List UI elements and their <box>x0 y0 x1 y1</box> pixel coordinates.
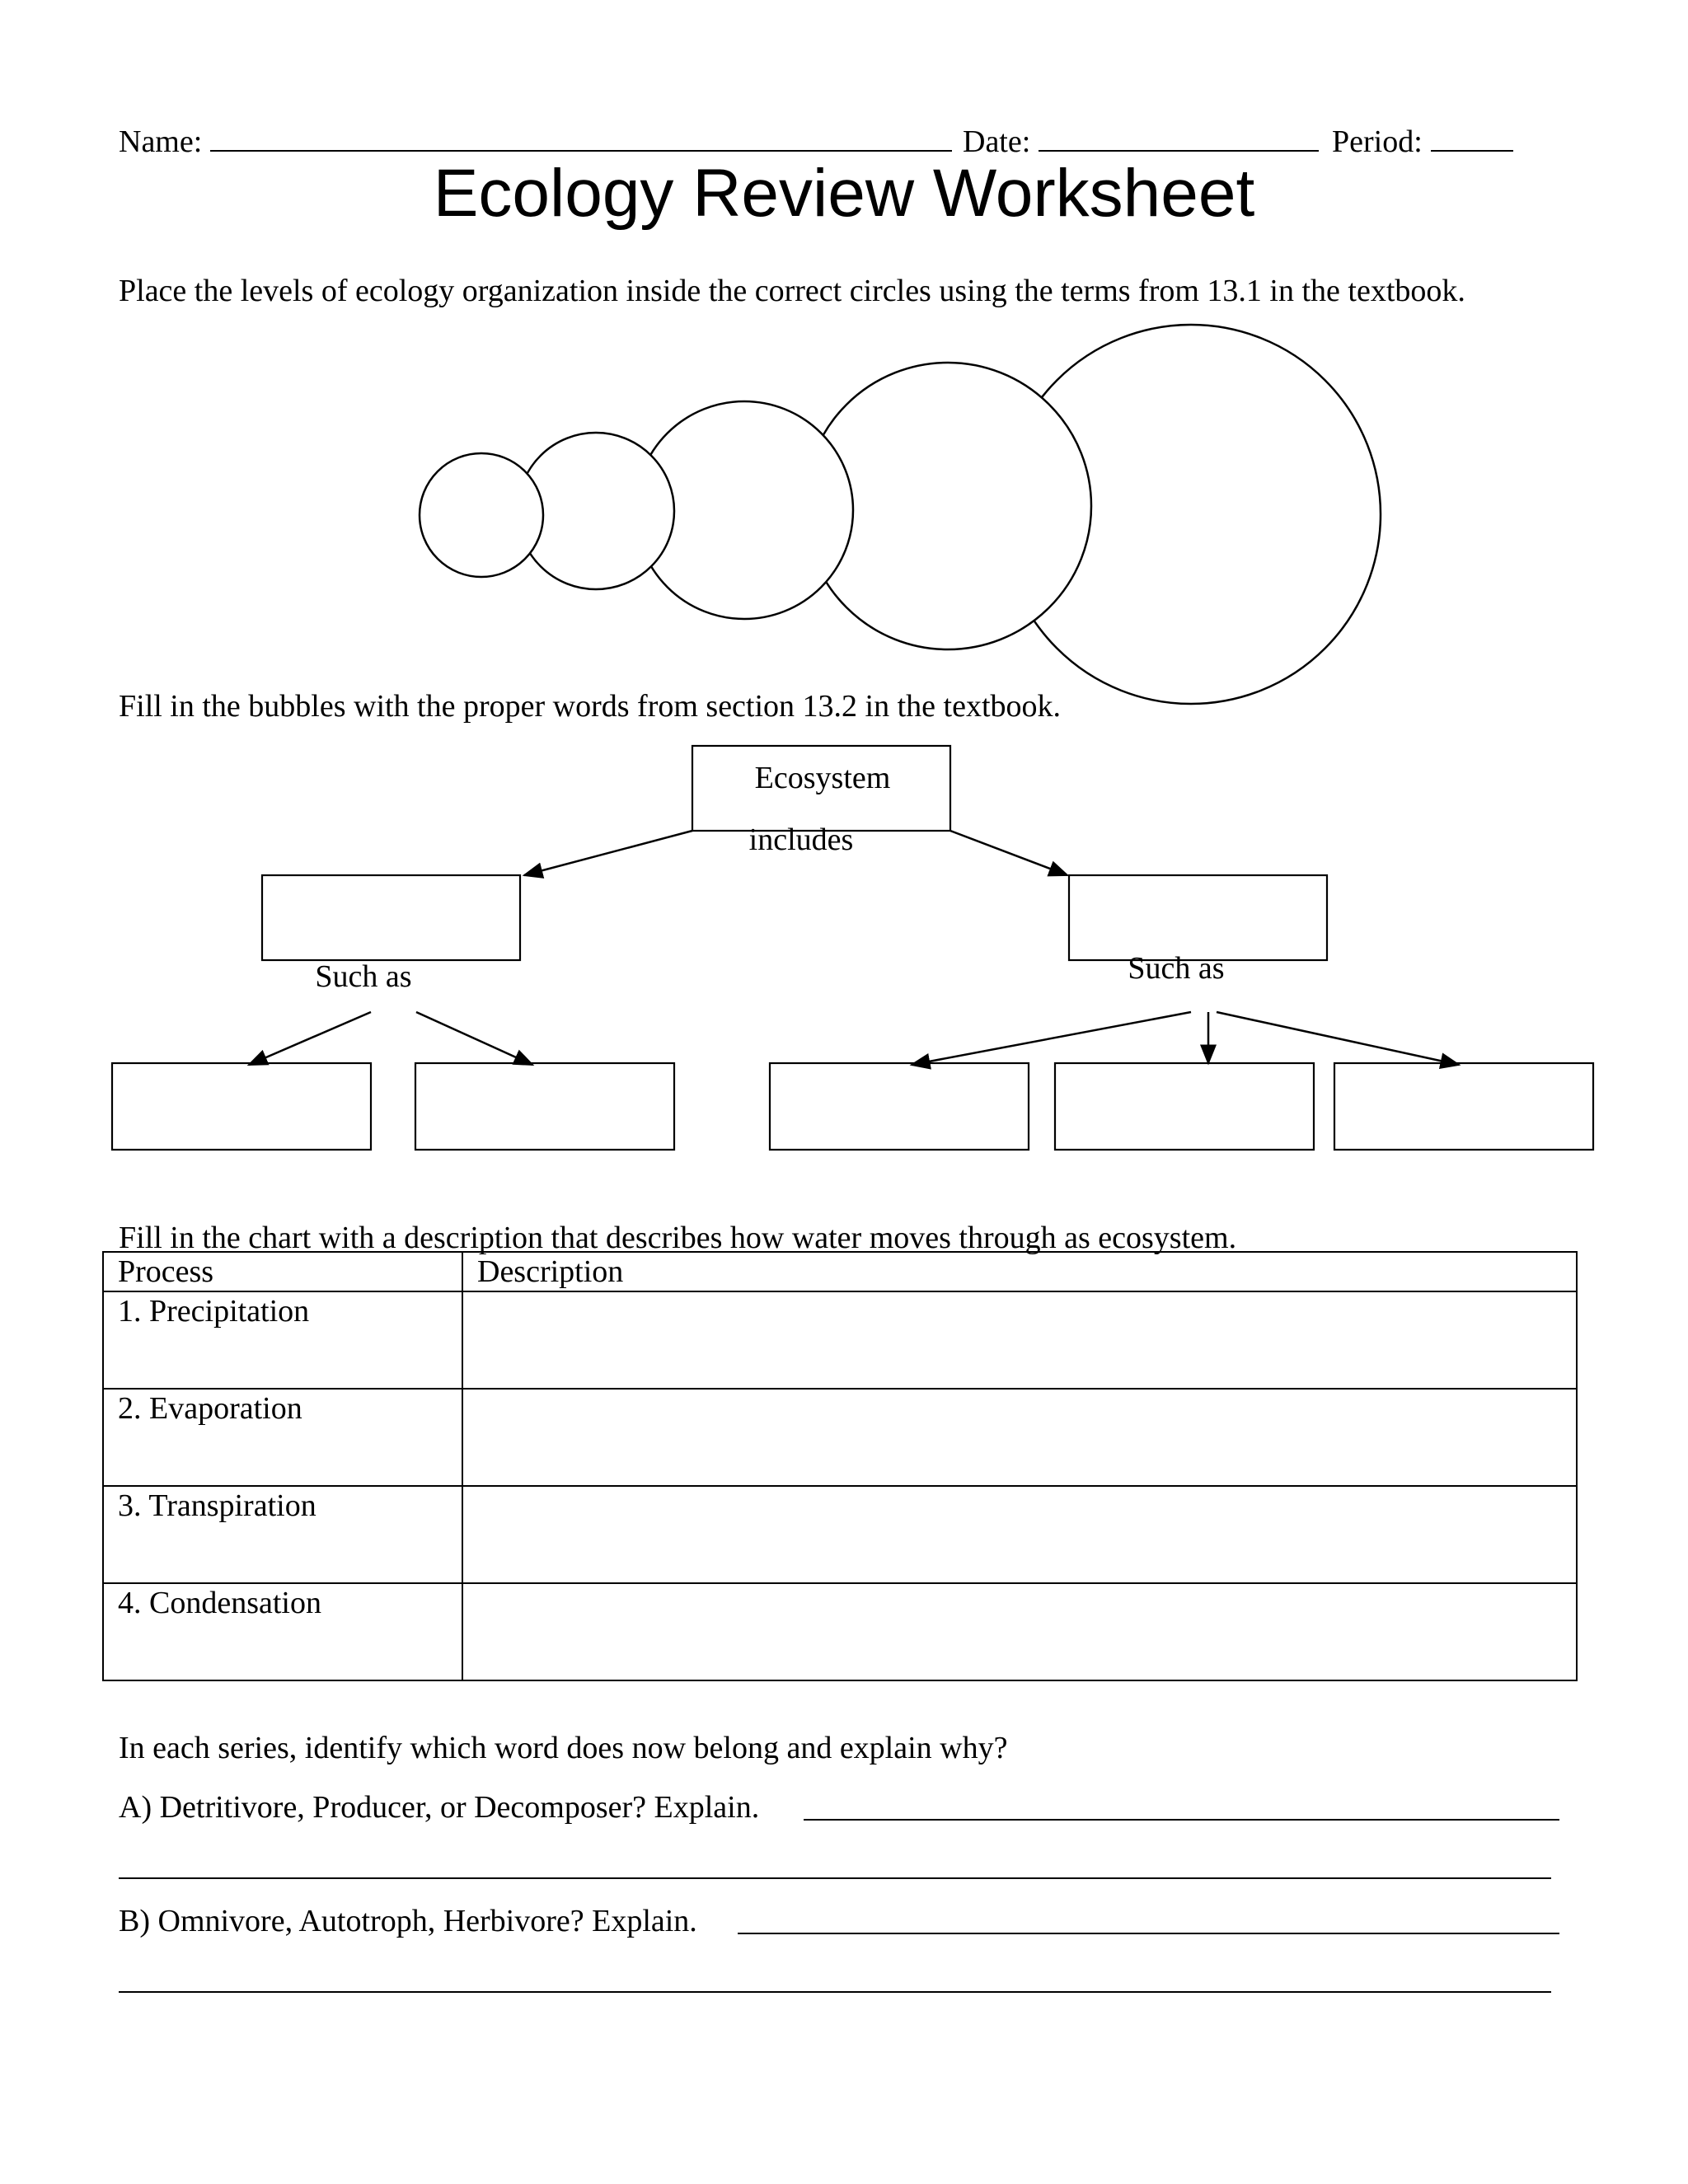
table-row <box>103 1291 1577 1389</box>
answer-b-line-2[interactable] <box>119 1991 1551 1993</box>
process-cell: 1. Precipitation <box>103 1291 462 1389</box>
period-label: Period: <box>1332 124 1423 159</box>
such-as-right-label: Such as <box>1128 951 1225 986</box>
arrow-to-right-example-1 <box>912 1012 1191 1065</box>
question-a: A) Detritivore, Producer, or Decomposer? Explain. <box>119 1790 760 1825</box>
process-cell: 4. Condensation <box>103 1583 462 1680</box>
chart-header-row <box>103 1252 1577 1291</box>
description-header: Description <box>462 1252 1577 1291</box>
arrow-to-left-example-2 <box>416 1012 532 1065</box>
level-circle-1[interactable] <box>420 453 543 577</box>
question-b: B) Omnivore, Autotroph, Herbivore? Explain. <box>119 1904 697 1938</box>
date-label: Date: <box>963 124 1031 159</box>
answer-b-line-1[interactable] <box>738 1933 1559 1934</box>
section4-instruction: In each series, identify which word does now belong and explain why? <box>119 1731 1008 1765</box>
example-box-right-3[interactable] <box>1334 1063 1593 1150</box>
such-as-left-label: Such as <box>315 959 412 994</box>
example-box-left-1[interactable] <box>112 1063 371 1150</box>
answer-a-line-1[interactable] <box>804 1819 1559 1821</box>
description-cell[interactable] <box>462 1291 1577 1389</box>
section3-instruction: Fill in the chart with a description that describes how water moves through as ecosystem. <box>119 1221 1237 1255</box>
category-box-right[interactable] <box>1069 875 1327 960</box>
process-header: Process <box>103 1252 462 1291</box>
section1-instruction: Place the levels of ecology organization inside the correct circles using the terms from 13.1 in the textbook. <box>119 274 1465 308</box>
ecosystem-label: Ecosystem <box>754 761 891 795</box>
category-box-left[interactable] <box>262 875 520 960</box>
example-box-left-2[interactable] <box>415 1063 674 1150</box>
water-cycle-chart <box>102 1251 1578 1681</box>
arrow-to-right-category <box>950 831 1067 875</box>
name-label: Name: <box>119 124 203 159</box>
process-cell: 2. Evaporation <box>103 1389 462 1486</box>
table-row <box>103 1486 1577 1583</box>
description-cell[interactable] <box>462 1583 1577 1680</box>
table-row <box>103 1389 1577 1486</box>
arrow-to-left-example-1 <box>249 1012 371 1065</box>
page-title: Ecology Review Worksheet <box>433 156 1255 231</box>
table-row <box>103 1583 1577 1680</box>
answer-a-line-2[interactable] <box>119 1877 1551 1879</box>
arrow-to-left-category <box>524 831 692 875</box>
example-box-right-1[interactable] <box>770 1063 1029 1150</box>
process-cell: 3. Transpiration <box>103 1486 462 1583</box>
includes-label: includes <box>748 823 854 857</box>
section2-instruction: Fill in the bubbles with the proper words from section 13.2 in the textbook. <box>119 689 1062 724</box>
description-cell[interactable] <box>462 1389 1577 1486</box>
arrow-to-right-example-3 <box>1217 1012 1459 1065</box>
example-box-right-2[interactable] <box>1055 1063 1314 1150</box>
description-cell[interactable] <box>462 1486 1577 1583</box>
